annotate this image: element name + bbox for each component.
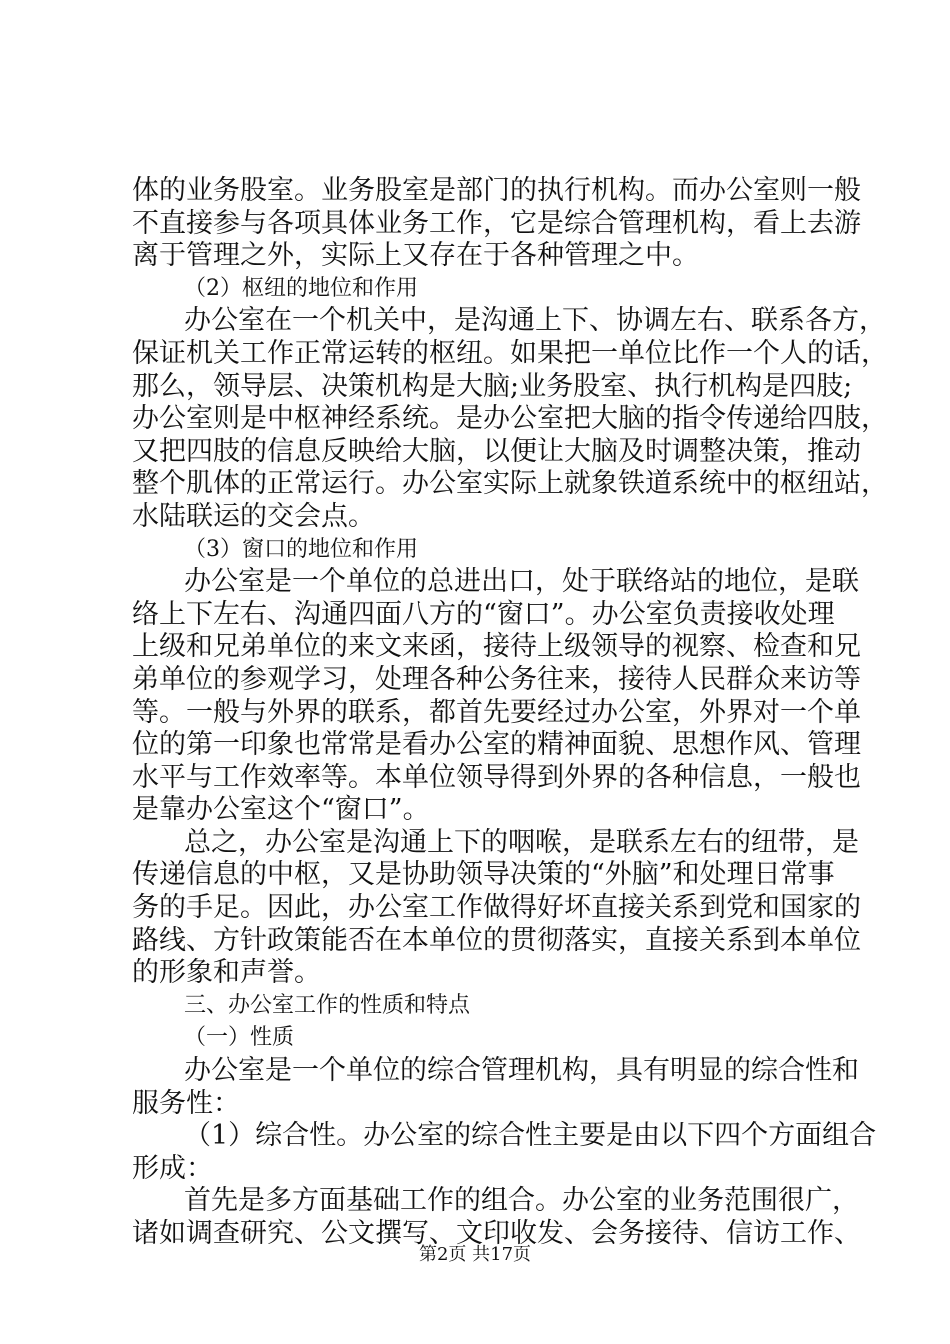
text-line: 那么，领导层、决策机构是大脑;业务股室、执行机构是四肢; [132, 370, 853, 402]
text-line: 上级和兄弟单位的来文来函，接待上级领导的视察、检查和兄 [132, 631, 861, 663]
text-line: 办公室是一个单位的总进出口，处于联络站的地位，是联 [184, 566, 859, 598]
text-line: 办公室是一个单位的综合管理机构，具有明显的综合性和 [184, 1055, 859, 1087]
text-line: 不直接参与各项具体业务工作，它是综合管理机构，看上去游 [132, 207, 861, 239]
text-line: 首先是多方面基础工作的组合。办公室的业务范围很广， [184, 1185, 859, 1217]
text-line: 整个肌体的正常运行。办公室实际上就象铁道系统中的枢纽站， [132, 468, 888, 500]
text-line: 弟单位的参观学习，处理各种公务往来，接待人民群众来访等 [132, 663, 861, 695]
text-line: 体的业务股室。业务股室是部门的执行机构。而办公室则一般 [132, 175, 861, 206]
text-line: 保证机关工作正常运转的枢纽。如果把一单位比作一个人的话， [132, 337, 888, 369]
text-line: 办公室则是中枢神经系统。是办公室把大脑的指令传递给四肢， [132, 403, 888, 435]
text-line: 水平与工作效率等。本单位领导得到外界的各种信息，一般也 [132, 761, 861, 793]
text-line: 总之，办公室是沟通上下的咽喉，是联系左右的纽带，是 [184, 826, 859, 858]
section-heading: （3）窗口的地位和作用 [184, 536, 418, 562]
text-line: 水陆联运的交会点。 [132, 500, 375, 532]
text-line: 诸如调查研究、公文撰写、文印收发、会务接待、信访工作、 [132, 1218, 861, 1249]
document-body [132, 175, 888, 1251]
section-heading: （2）枢纽的地位和作用 [184, 275, 418, 301]
section-heading: 三、办公室工作的性质和特点 [184, 992, 471, 1018]
text-line: 位的第一印象也常常是看办公室的精神面貌、思想作风、管理 [132, 729, 861, 761]
text-line: 务的手足。因此，办公室工作做得好坏直接关系到党和国家的 [132, 892, 861, 924]
page-number-footer: 第2页 共17页 [418, 1244, 532, 1265]
text-line: 服务性： [132, 1087, 240, 1119]
text-line: 是靠办公室这个“窗口”。 [132, 794, 430, 826]
text-line: 等。一般与外界的联系，都首先要经过办公室，外界对一个单 [132, 696, 861, 728]
text-line: 传递信息的中枢，又是协助领导决策的“外脑”和处理日常事 [132, 859, 835, 891]
text-line: 络上下左右、沟通四面八方的“窗口”。办公室负责接收处理 [132, 598, 835, 630]
text-line: 办公室在一个机关中，是沟通上下、协调左右、联系各方， [184, 305, 886, 337]
text-line: 形成： [132, 1152, 213, 1184]
text-line: 又把四肢的信息反映给大脑，以便让大脑及时调整决策，推动 [132, 435, 861, 467]
text-line: （1）综合性。办公室的综合性主要是由以下四个方面组合 [184, 1120, 877, 1152]
text-line: 的形象和声誉。 [132, 957, 321, 989]
text-line: 路线、方针政策能否在本单位的贯彻落实，直接关系到本单位 [132, 924, 861, 956]
text-line: 离于管理之外，实际上又存在于各种管理之中。 [132, 240, 699, 272]
section-heading: （一）性质 [184, 1025, 295, 1051]
